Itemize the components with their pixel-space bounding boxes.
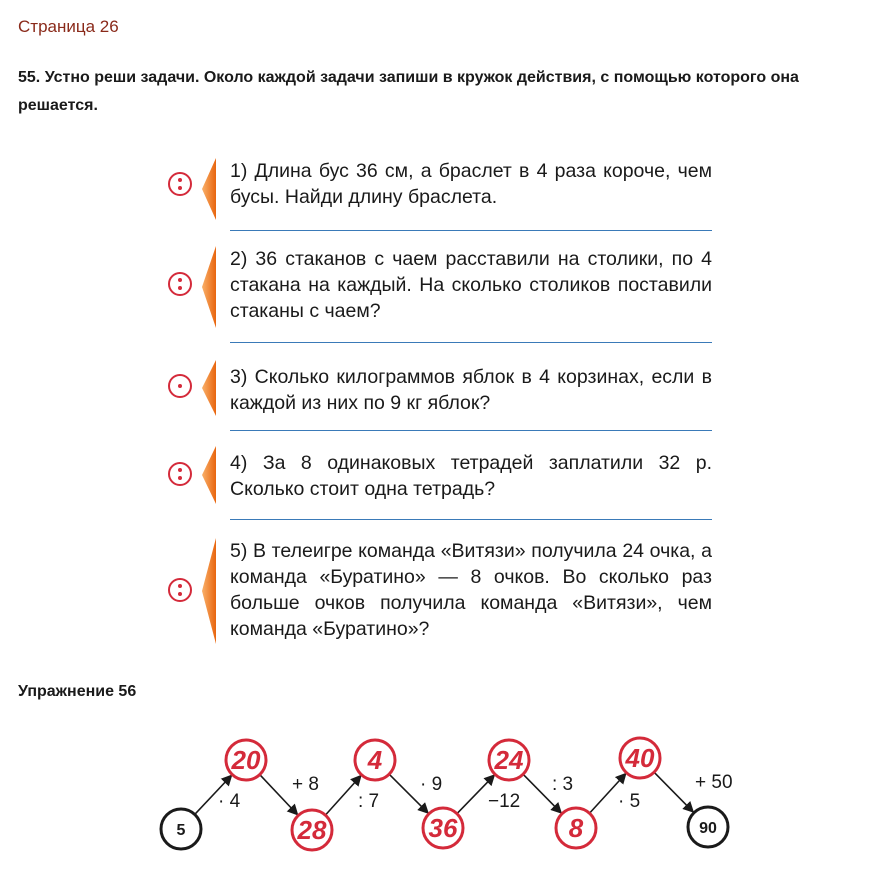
answer-circle-divide-icon[interactable] bbox=[168, 462, 192, 486]
task-4 bbox=[168, 446, 728, 504]
chain-operation-label: · 4 bbox=[218, 791, 241, 812]
separator bbox=[230, 430, 712, 431]
chain-operation-label: + 8 bbox=[292, 774, 319, 795]
task-1-text: 1) Длина бус 36 см, а браслет в 4 раза короче, чем бусы. Найди длину браслета. bbox=[230, 160, 712, 208]
orange-tab-icon bbox=[202, 158, 216, 220]
task-3 bbox=[168, 360, 728, 416]
task-5 bbox=[168, 538, 728, 644]
task-2-text: 2) 36 стаканов с чаем расставили на столики, по 4 стакана на каждый. На сколько столиков поставили стаканы с чаем? bbox=[230, 248, 712, 322]
chain-node bbox=[226, 740, 266, 780]
chain-node-value: 5 bbox=[176, 822, 186, 839]
chain-node-value: 8 bbox=[568, 813, 584, 843]
chain-node-value: 90 bbox=[699, 820, 717, 837]
chain-arrow bbox=[325, 776, 360, 815]
chain-operation-label: : 7 bbox=[358, 791, 380, 812]
chain-node bbox=[688, 807, 728, 847]
task-4-text: 4) За 8 одинаковых тетрадей заплатили 32 р. Сколько стоит одна тетрадь? bbox=[230, 452, 712, 500]
chain-node bbox=[423, 808, 463, 848]
answer-circle-divide-icon[interactable] bbox=[168, 172, 192, 196]
chain-operation-label: + 50 bbox=[695, 772, 733, 793]
answer-circle-divide-icon[interactable] bbox=[168, 578, 192, 602]
orange-tab-icon bbox=[202, 538, 216, 644]
chain-node-value: 36 bbox=[428, 813, 458, 843]
chain-node bbox=[556, 808, 596, 848]
chain-node bbox=[161, 809, 201, 849]
chain-operation-label: · 5 bbox=[618, 791, 641, 812]
separator bbox=[230, 230, 712, 231]
chain-node bbox=[620, 738, 660, 778]
chain-operation-label: −12 bbox=[488, 791, 521, 812]
chain-node-value: 24 bbox=[494, 745, 524, 775]
number-chain-diagram bbox=[0, 720, 892, 892]
exercise-56-title: Упражнение 56 bbox=[18, 683, 137, 700]
separator bbox=[230, 519, 712, 520]
task-3-text: 3) Сколько килограммов яблок в 4 корзинах, если в каждой из них по 9 кг яблок? bbox=[230, 366, 712, 414]
task-2 bbox=[168, 246, 728, 328]
separator bbox=[230, 342, 712, 343]
orange-tab-icon bbox=[202, 446, 216, 504]
chain-operation-label: · 9 bbox=[420, 774, 443, 795]
page-label: Страница 26 bbox=[18, 17, 119, 36]
task-1 bbox=[168, 158, 728, 220]
orange-tab-icon bbox=[202, 360, 216, 416]
chain-node-value: 40 bbox=[625, 743, 655, 773]
chain-node-value: 4 bbox=[367, 745, 383, 775]
chain-node-value: 20 bbox=[231, 745, 261, 775]
chain-node bbox=[292, 810, 332, 850]
chain-node-value: 28 bbox=[297, 815, 327, 845]
exercise-55-title: 55. Устно реши задачи. Около каждой задачи запиши в кружок действия, с помощью которого она решается. bbox=[18, 69, 799, 114]
orange-tab-icon bbox=[202, 246, 216, 328]
chain-node bbox=[489, 740, 529, 780]
chain-arrow bbox=[654, 772, 693, 811]
task-5-text: 5) В телеигре команда «Витязи» получила 24 очка, а команда «Буратино» — 8 очков. Во сколько раз больше очков получила команда «Витязи», чем команда «Буратино»? bbox=[230, 540, 712, 640]
chain-node bbox=[355, 740, 395, 780]
chain-operation-label: : 3 bbox=[552, 774, 574, 795]
answer-circle-multiply-icon[interactable] bbox=[168, 374, 192, 398]
answer-circle-divide-icon[interactable] bbox=[168, 272, 192, 296]
